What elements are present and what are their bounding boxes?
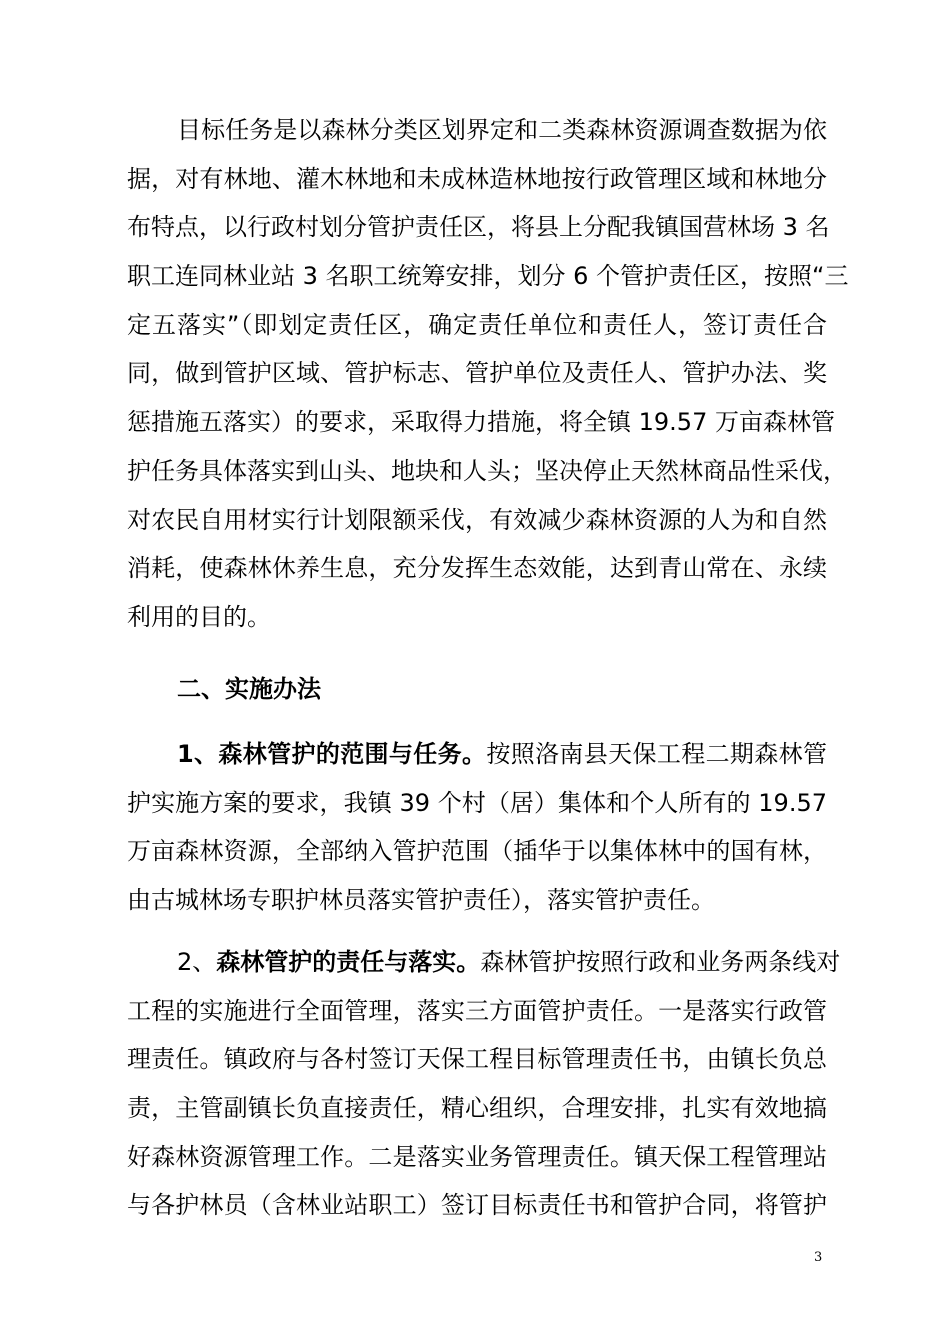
text-line: 与各护林员（含林业站职工）签订目标责任书和管护合同，将管护 xyxy=(127,1191,827,1220)
section-heading: 二、实施办法 xyxy=(177,675,321,703)
text-run: 按照洛南县天保工程二期森林管 xyxy=(486,740,828,768)
text-line: 护任务具体落实到山头、地块和人头；坚决停止天然林商品性采伐， xyxy=(127,456,847,485)
text-line: 护实施方案的要求，我镇 39 个村（居）集体和个人所有的 19.57 xyxy=(127,788,827,817)
paragraph-scope xyxy=(127,730,827,925)
text-line: 责，主管副镇长负直接责任，精心组织，合理安排，扎实有效地搞 xyxy=(127,1094,827,1123)
text-line xyxy=(127,938,841,987)
text-line: 同，做到管护区域、管护标志、管护单位及责任人、管护办法、奖 xyxy=(127,359,827,388)
text-line: 理责任。镇政府与各村签订天保工程目标管理责任书，由镇长负总 xyxy=(127,1045,827,1074)
text-line: 利用的目的。 xyxy=(127,602,271,631)
text-line: 定五落实”（即划定责任区，确定责任单位和责任人，签订责任合 xyxy=(127,310,827,339)
text-line: 惩措施五落实）的要求，采取得力措施，将全镇 19.57 万亩森林管 xyxy=(127,408,835,437)
text-line: 对农民自用材实行计划限额采伐，有效减少森林资源的人为和自然 xyxy=(127,505,827,534)
text-line: 由古城林场专职护林员落实管护责任），落实管护责任。 xyxy=(127,886,715,915)
text-line: 职工连同林业站 3 名职工统筹安排，划分 6 个管护责任区，按照“三 xyxy=(127,262,849,291)
paragraph-responsibility xyxy=(127,938,841,1230)
text-line: 据，对有林地、灌木林地和未成林造林地按行政管理区域和林地分 xyxy=(127,164,827,193)
bold-lead: 森林管护的责任与落实。 xyxy=(216,948,481,976)
text-run: 森林管护按照行政和业务两条线对 xyxy=(480,948,841,976)
paragraph-objectives xyxy=(127,106,849,642)
text-line: 消耗，使森林休养生息，充分发挥生态效能，达到青山常在、永续 xyxy=(127,554,827,583)
text-run: 2、 xyxy=(177,948,217,976)
text-line: 布特点，以行政村划分管护责任区，将县上分配我镇国营林场 3 名 xyxy=(127,213,830,242)
text-line xyxy=(127,730,827,779)
bold-lead: 1、森林管护的范围与任务。 xyxy=(177,740,487,768)
text-line: 目标任务是以森林分类区划界定和二类森林资源调查数据为依 xyxy=(177,116,827,144)
text-line: 万亩森林资源，全部纳入管护范围（插华于以集体林中的国有林， xyxy=(127,837,827,866)
page-number: 3 xyxy=(814,1250,823,1265)
text-line: 工程的实施进行全面管理，落实三方面管护责任。一是落实行政管 xyxy=(127,996,827,1025)
text-line: 好森林资源管理工作。二是落实业务管理责任。镇天保工程管理站 xyxy=(127,1142,827,1171)
